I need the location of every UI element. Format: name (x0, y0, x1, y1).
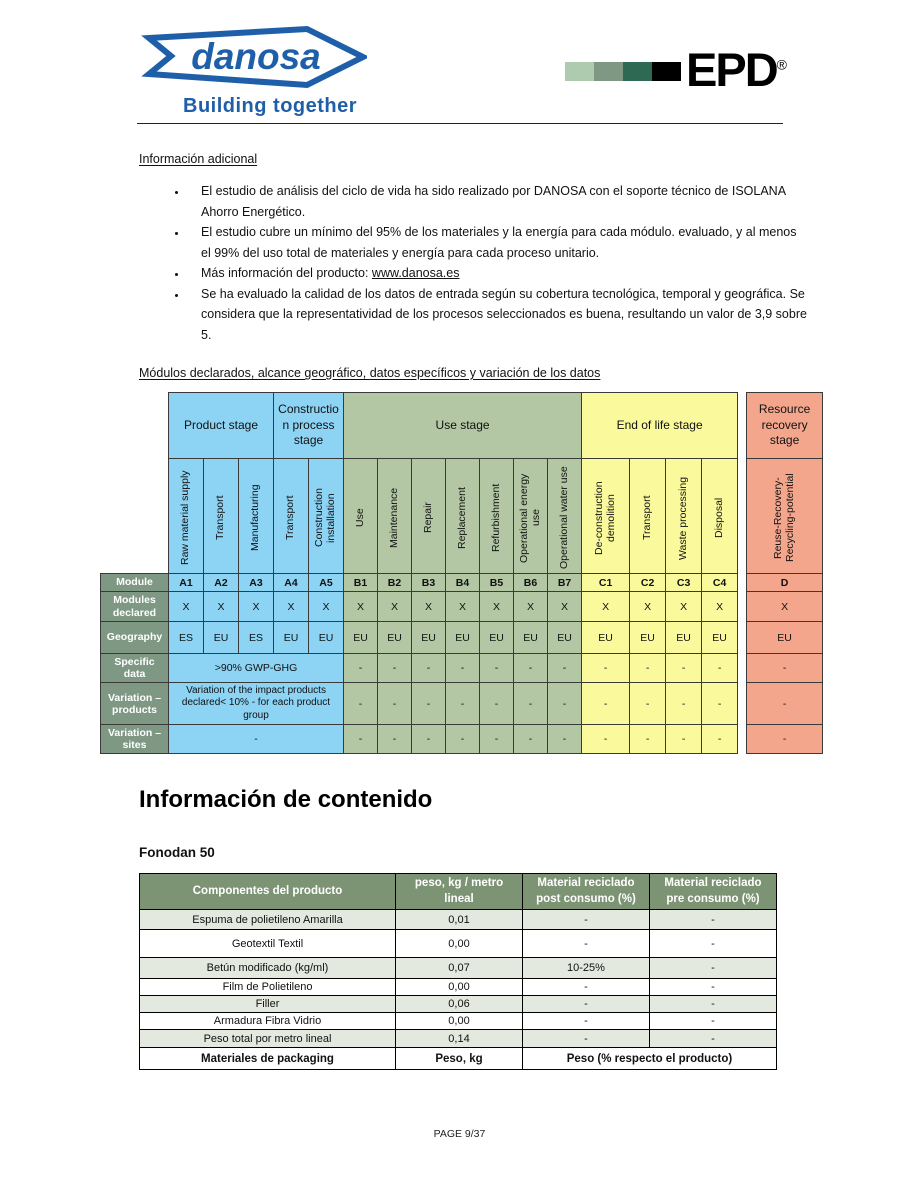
spacer-cell (738, 574, 747, 592)
variation-sites-cell: - (702, 725, 738, 754)
column-label-cell (666, 459, 702, 574)
epd-logo (565, 43, 787, 96)
column-label-cell (239, 459, 274, 574)
column-label: Raw material supply (179, 470, 192, 566)
weight-cell: 0,07 (396, 958, 523, 979)
column-label-cell (582, 459, 630, 574)
recycled-post-cell: - (523, 930, 650, 958)
registered-mark: ® (776, 56, 787, 73)
r-varp-row (101, 683, 823, 725)
specific-data-cell: - (514, 654, 548, 683)
spacer-cell (738, 725, 747, 754)
vertical-label-wrap (446, 459, 479, 571)
column-label: De-construction demolition (592, 481, 617, 555)
specific-data-cell: - (747, 654, 823, 683)
modules-declared-cell: X (169, 592, 204, 622)
recycled-post-cell: - (523, 910, 650, 930)
geography-cell: EU (446, 622, 480, 654)
stage-header-cell: Resource recovery stage (747, 393, 823, 459)
column-label: Refurbishment (489, 483, 502, 553)
column-label: Transport (640, 495, 653, 541)
column-label-cell (344, 459, 378, 574)
variation-sites-cell: - (378, 725, 412, 754)
specific-data-cell: - (582, 654, 630, 683)
geography-cell: EU (204, 622, 239, 654)
bullet-item (187, 181, 807, 222)
column-label: Waste processing (676, 476, 689, 560)
specific-data-cell: >90% GWP-GHG (169, 654, 344, 683)
column-label: Operational water use (557, 466, 570, 570)
component-cell: Espuma de polietileno Amarilla (140, 910, 396, 930)
component-row (140, 996, 777, 1013)
recycled-pre-cell: - (650, 930, 777, 958)
row-header-cell: Variation – sites (101, 725, 169, 754)
modules-declared-cell: X (204, 592, 239, 622)
column-label-cell (514, 459, 548, 574)
column-label-row (101, 459, 823, 574)
packaging-merged-cell: Peso (% respecto el producto) (523, 1048, 777, 1070)
vertical-label-wrap (378, 459, 411, 571)
variation-products-cell: - (630, 683, 666, 725)
recycled-pre-cell: - (650, 958, 777, 979)
modules-declared-cell: X (446, 592, 480, 622)
content-header-cell: Material reciclado pre consumo (%) (650, 874, 777, 910)
modules-declared-cell: X (548, 592, 582, 622)
bullet-text: El estudio de análisis del ciclo de vida ha sido realizado por DANOSA con el soporte técnico de ISOLANA Ahorro Energético. (201, 184, 786, 219)
column-label-cell (702, 459, 738, 574)
column-label-cell (169, 459, 204, 574)
component-cell: Film de Polietileno (140, 979, 396, 996)
epd-color-bars (565, 62, 681, 81)
module-id-cell: B4 (446, 574, 480, 592)
geography-cell: EU (480, 622, 514, 654)
recycled-post-cell: - (523, 1030, 650, 1048)
modules-declared-cell: X (344, 592, 378, 622)
stage-header-cell: Construction process stage (274, 393, 344, 459)
column-label: Reuse-Recovery-Recycling-potential (771, 473, 796, 563)
geography-cell: ES (169, 622, 204, 654)
variation-products-cell: - (344, 683, 378, 725)
variation-products-cell: - (548, 683, 582, 725)
geography-cell: EU (514, 622, 548, 654)
variation-products-cell: - (666, 683, 702, 725)
specific-data-cell: - (666, 654, 702, 683)
variation-sites-cell: - (548, 725, 582, 754)
weight-cell: 0,06 (396, 996, 523, 1013)
column-label-cell (274, 459, 309, 574)
component-row (140, 910, 777, 930)
module-id-cell: B2 (378, 574, 412, 592)
vertical-label-wrap (169, 459, 203, 571)
modules-declared-cell: X (239, 592, 274, 622)
variation-sites-cell: - (514, 725, 548, 754)
variation-products-cell: - (702, 683, 738, 725)
vertical-label-wrap (480, 459, 513, 571)
corner-cell (101, 393, 169, 574)
row-header-cell: Specific data (101, 654, 169, 683)
variation-products-cell: - (412, 683, 446, 725)
danosa-logo (141, 24, 367, 118)
geography-cell: ES (239, 622, 274, 654)
column-label: Use (353, 508, 366, 528)
vertical-label-wrap (630, 459, 665, 571)
specific-data-cell: - (446, 654, 480, 683)
content-heading: Información de contenido (139, 786, 433, 813)
column-label-cell (204, 459, 239, 574)
column-label-cell (378, 459, 412, 574)
component-row (140, 1013, 777, 1030)
info-bullets (161, 181, 807, 345)
vertical-label-wrap (412, 459, 445, 571)
module-id-cell: A3 (239, 574, 274, 592)
column-label: Maintenance (387, 487, 400, 549)
component-row (140, 979, 777, 996)
column-label: Replacement (455, 487, 468, 549)
vertical-label-wrap (666, 459, 701, 571)
weight-cell: 0,14 (396, 1030, 523, 1048)
page-number: PAGE 9/37 (433, 1128, 486, 1140)
stage-header-cell: Use stage (344, 393, 582, 459)
column-label-cell (446, 459, 480, 574)
recycled-post-cell: - (523, 1013, 650, 1030)
specific-data-cell: - (412, 654, 446, 683)
vertical-label-wrap (309, 459, 343, 571)
variation-products-cell: - (480, 683, 514, 725)
packaging-row (140, 1048, 777, 1070)
modules-declared-cell: X (666, 592, 702, 622)
recycled-pre-cell: - (650, 910, 777, 930)
row-header-cell: Modules declared (101, 592, 169, 622)
modules-declared-cell: X (480, 592, 514, 622)
variation-sites-cell: - (412, 725, 446, 754)
column-label: Manufacturing (249, 484, 262, 552)
module-id-cell: A5 (309, 574, 344, 592)
variation-sites-cell: - (169, 725, 344, 754)
variation-products-cell: - (378, 683, 412, 725)
specific-data-cell: - (630, 654, 666, 683)
variation-products-cell: Variation of the impact products declared< 10% - for each product group (169, 683, 344, 725)
bullet-item (187, 284, 807, 346)
row-header-cell: Geography (101, 622, 169, 654)
geography-cell: EU (378, 622, 412, 654)
component-row (140, 1030, 777, 1048)
column-label-cell (309, 459, 344, 574)
vertical-label-wrap (514, 459, 547, 571)
module-row (101, 574, 823, 592)
modules-table (100, 392, 823, 754)
geography-cell: EU (747, 622, 823, 654)
geography-cell: EU (630, 622, 666, 654)
variation-sites-cell: - (747, 725, 823, 754)
vertical-label-wrap (344, 459, 377, 571)
geography-cell: EU (309, 622, 344, 654)
vertical-label-wrap (548, 459, 581, 571)
variation-sites-cell: - (480, 725, 514, 754)
bullet-item (187, 263, 807, 284)
geography-cell: EU (666, 622, 702, 654)
module-id-cell: A4 (274, 574, 309, 592)
spacer-cell (738, 683, 747, 725)
epd-text: EPD (686, 43, 777, 96)
specific-data-cell: - (344, 654, 378, 683)
component-cell: Armadura Fibra Vidrio (140, 1013, 396, 1030)
modules-declared-cell: X (274, 592, 309, 622)
component-cell: Filler (140, 996, 396, 1013)
module-id-cell: D (747, 574, 823, 592)
modules-declared-cell: X (378, 592, 412, 622)
module-id-cell: C2 (630, 574, 666, 592)
content-header-row (140, 874, 777, 910)
epd-block-teal-icon (623, 62, 652, 81)
specific-data-cell: - (378, 654, 412, 683)
weight-cell: 0,00 (396, 930, 523, 958)
modules-declared-cell: X (309, 592, 344, 622)
recycled-pre-cell: - (650, 1030, 777, 1048)
geography-cell: EU (702, 622, 738, 654)
column-label: Disposal (712, 497, 725, 539)
geography-cell: EU (344, 622, 378, 654)
modules-declared-cell: X (412, 592, 446, 622)
geography-cell: EU (548, 622, 582, 654)
specific-data-cell: - (702, 654, 738, 683)
bullet-text: El estudio cubre un mínimo del 95% de los materiales y la energía para cada módulo. evaluado, y al menos el 99% del uso total de materiales y energía para cada proceso unitario. (201, 225, 797, 260)
variation-sites-cell: - (344, 725, 378, 754)
column-label-cell (630, 459, 666, 574)
packaging-weight-cell: Peso, kg (396, 1048, 523, 1070)
product-name: Fonodan 50 (139, 845, 215, 860)
weight-cell: 0,01 (396, 910, 523, 930)
content-header-cell: Material reciclado post consumo (%) (523, 874, 650, 910)
component-row (140, 930, 777, 958)
spacer-cell (738, 393, 747, 459)
epd-block-sage-icon (594, 62, 623, 81)
spacer-cell (738, 459, 747, 574)
r-spec-row (101, 654, 823, 683)
modules-declared-cell: X (582, 592, 630, 622)
vertical-label-wrap (582, 459, 629, 571)
danosa-logo-text: danosa (191, 36, 321, 77)
module-id-cell: B5 (480, 574, 514, 592)
stage-header-cell: End of life stage (582, 393, 738, 459)
spacer-cell (738, 592, 747, 622)
bullet-text: Se ha evaluado la calidad de los datos de entrada según su cobertura tecnológica, temporal y geográfica. Se considera que la representatividad de los procesos seleccionados es buena, resultando un valor de 3,9 sobre 5. (201, 286, 807, 342)
specific-data-cell: - (548, 654, 582, 683)
recycled-post-cell: - (523, 996, 650, 1013)
column-label-cell (480, 459, 514, 574)
content-table (139, 873, 777, 1070)
column-label: Repair (421, 502, 434, 534)
modules-declared-cell: X (702, 592, 738, 622)
r-vars-row (101, 725, 823, 754)
column-label: Construction installation (313, 488, 338, 548)
recycled-pre-cell: - (650, 979, 777, 996)
r-declared-row (101, 592, 823, 622)
component-row (140, 958, 777, 979)
vertical-label-wrap (702, 459, 737, 571)
geography-cell: EU (412, 622, 446, 654)
bullet-item (187, 222, 807, 263)
module-id-cell: B7 (548, 574, 582, 592)
danosa-tagline: Building together (183, 95, 358, 117)
column-label: Transport (214, 495, 227, 541)
vertical-label-wrap (204, 459, 238, 571)
recycled-pre-cell: - (650, 1013, 777, 1030)
weight-cell: 0,00 (396, 1013, 523, 1030)
variation-products-cell: - (446, 683, 480, 725)
vertical-label-wrap (239, 459, 273, 571)
module-id-cell: A1 (169, 574, 204, 592)
row-header-cell: Variation – products (101, 683, 169, 725)
specific-data-cell: - (480, 654, 514, 683)
content-header-cell: peso, kg / metro lineal (396, 874, 523, 910)
epd-block-black-icon (652, 62, 681, 81)
weight-cell: 0,00 (396, 979, 523, 996)
stage-header-cell: Product stage (169, 393, 274, 459)
column-label-cell (747, 459, 823, 574)
section-title-additional-info: Información adicional (139, 152, 258, 166)
component-cell: Betún modificado (kg/ml) (140, 958, 396, 979)
module-id-cell: C4 (702, 574, 738, 592)
section-title-modules: Módulos declarados, alcance geográfico, datos específicos y variación de los datos (139, 366, 601, 380)
stage-header-row (101, 393, 823, 459)
vertical-label-wrap (747, 459, 822, 571)
variation-sites-cell: - (630, 725, 666, 754)
component-cell: Geotextil Textil (140, 930, 396, 958)
module-id-cell: A2 (204, 574, 239, 592)
bullet-text: Más información del producto: (201, 266, 372, 280)
r-geo-row (101, 622, 823, 654)
column-label-cell (548, 459, 582, 574)
module-id-cell: B1 (344, 574, 378, 592)
content-header-cell: Componentes del producto (140, 874, 396, 910)
variation-products-cell: - (747, 683, 823, 725)
variation-products-cell: - (582, 683, 630, 725)
packaging-label-cell: Materiales de packaging (140, 1048, 396, 1070)
geography-cell: EU (274, 622, 309, 654)
modules-declared-cell: X (630, 592, 666, 622)
module-id-cell: B3 (412, 574, 446, 592)
epd-block-light-green-icon (565, 62, 594, 81)
modules-declared-cell: X (514, 592, 548, 622)
row-header-cell: Module (101, 574, 169, 592)
spacer-cell (738, 654, 747, 683)
module-id-cell: B6 (514, 574, 548, 592)
recycled-post-cell: - (523, 979, 650, 996)
danosa-arrow-icon (141, 24, 367, 90)
recycled-pre-cell: - (650, 996, 777, 1013)
header-divider (137, 123, 783, 124)
geography-cell: EU (582, 622, 630, 654)
variation-sites-cell: - (582, 725, 630, 754)
module-id-cell: C1 (582, 574, 630, 592)
recycled-post-cell: 10-25% (523, 958, 650, 979)
product-link[interactable]: www.danosa.es (371, 266, 460, 280)
column-label: Operational energy use (517, 473, 542, 563)
column-label-cell (412, 459, 446, 574)
vertical-label-wrap (274, 459, 308, 571)
component-cell: Peso total por metro lineal (140, 1030, 396, 1048)
modules-declared-cell: X (747, 592, 823, 622)
column-label: Transport (284, 495, 297, 541)
variation-sites-cell: - (446, 725, 480, 754)
variation-sites-cell: - (666, 725, 702, 754)
variation-products-cell: - (514, 683, 548, 725)
spacer-cell (738, 622, 747, 654)
module-id-cell: C3 (666, 574, 702, 592)
epd-wordmark (686, 43, 787, 96)
